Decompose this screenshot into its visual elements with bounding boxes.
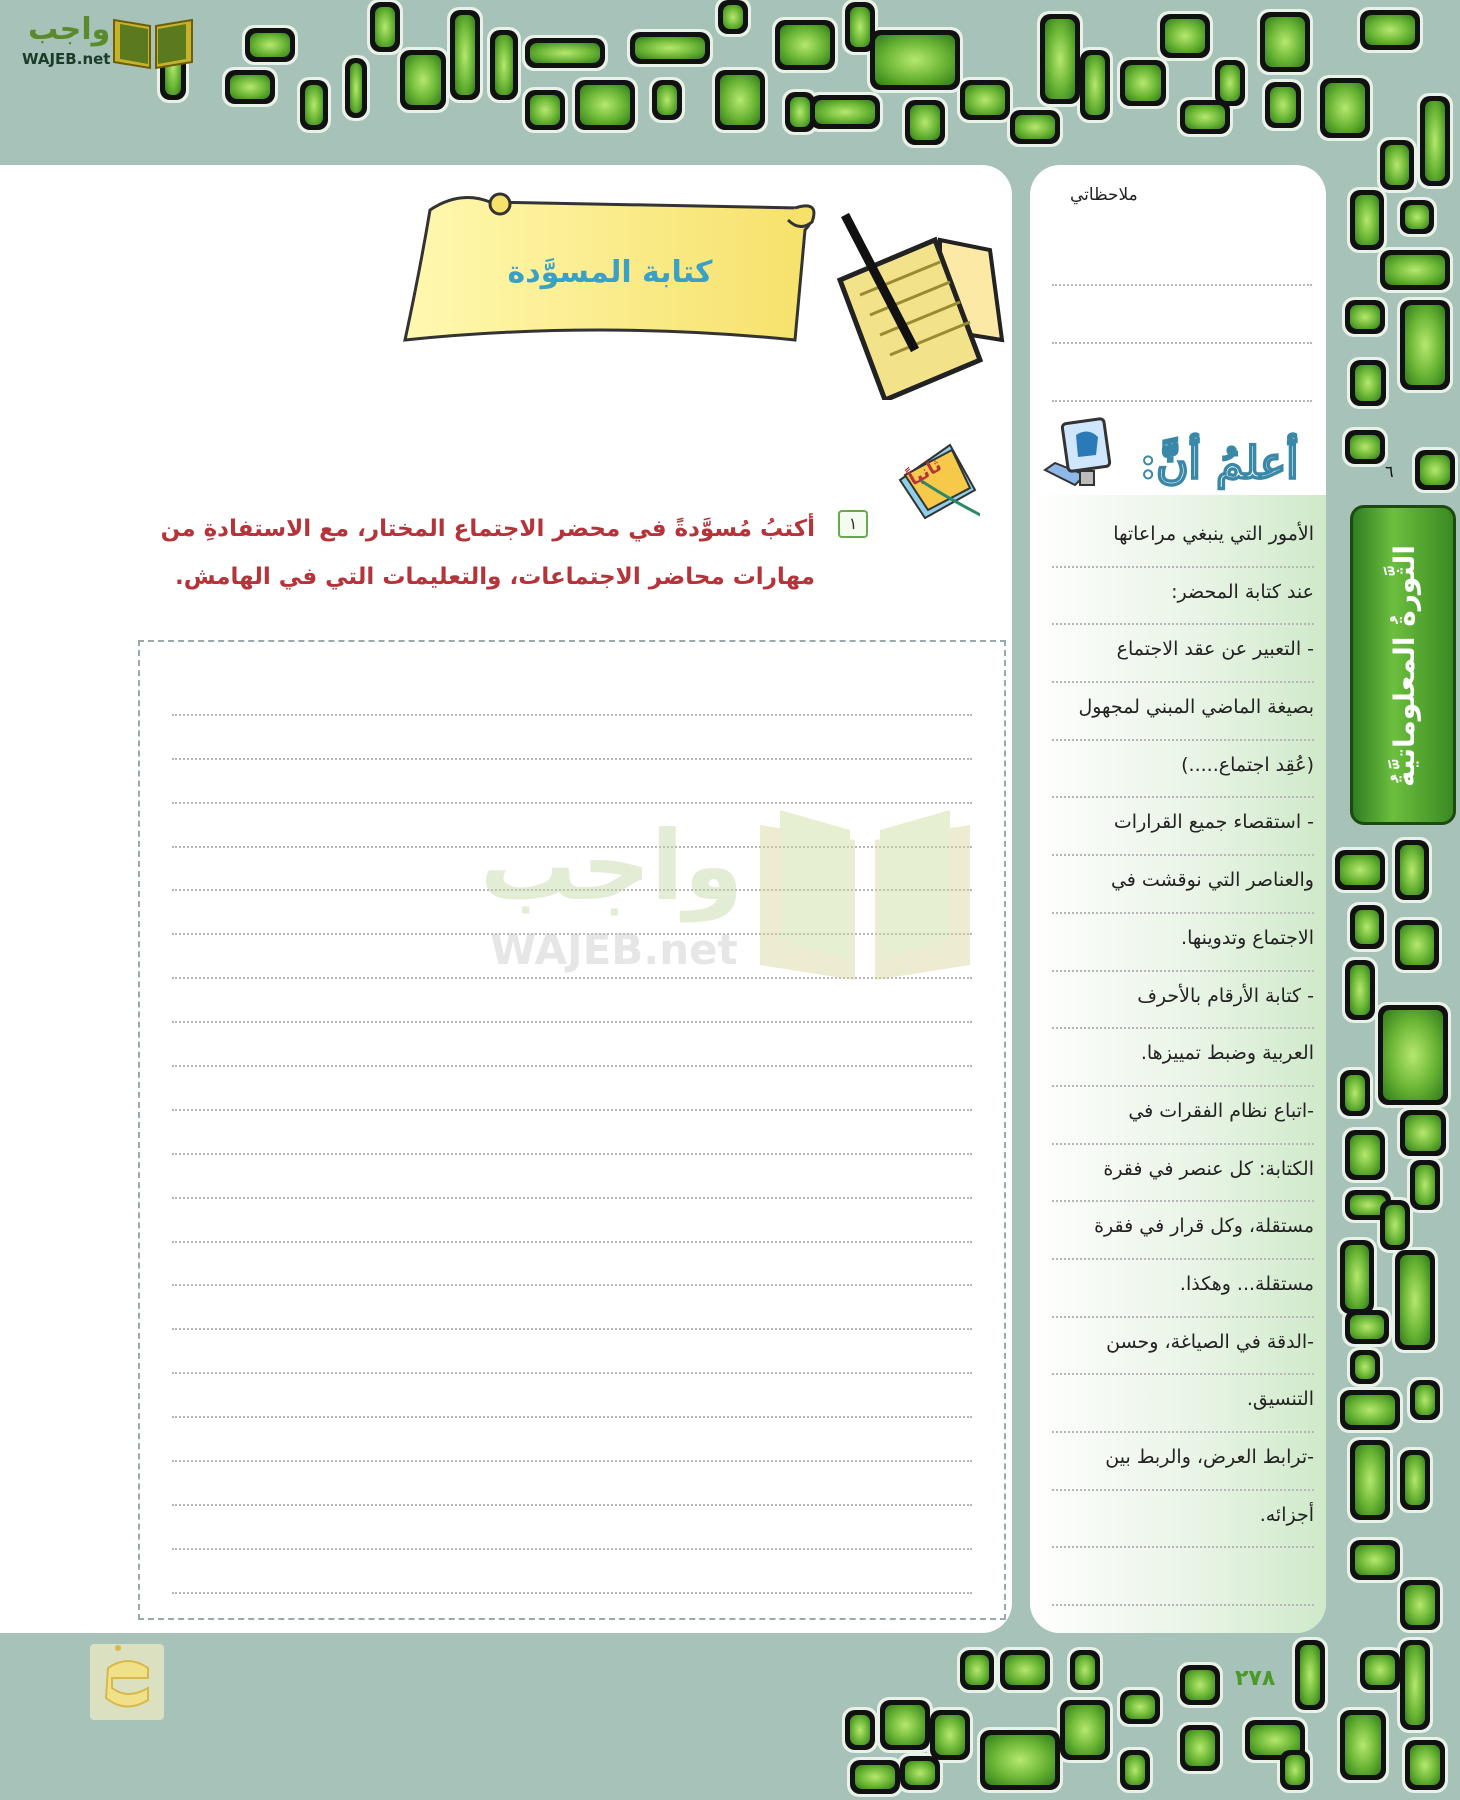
know-list-line: الاجتماع وتدوينها. xyxy=(1052,914,1314,972)
writing-line[interactable] xyxy=(172,716,972,760)
unit-tab xyxy=(1350,505,1456,825)
know-title: أعلمُ أنَّ: xyxy=(1140,438,1299,489)
item-number: ١ xyxy=(838,510,868,538)
writing-line[interactable] xyxy=(172,1111,972,1155)
book-icon xyxy=(110,14,196,70)
book-icon xyxy=(750,810,980,985)
writing-line[interactable] xyxy=(172,1374,972,1418)
know-list-line: بصيغة الماضي المبني لمجهول xyxy=(1052,683,1314,741)
know-list-line: الكتابة: كل عنصر في فقرة xyxy=(1052,1145,1314,1203)
logo-text: واجب xyxy=(28,12,111,47)
monitor-icon xyxy=(1040,415,1150,495)
writing-line[interactable] xyxy=(172,1023,972,1067)
unit-title: الثَّورةُ المعلوماتيَّةُ xyxy=(1388,545,1421,787)
know-list-line: الأمور التي ينبغي مراعاتها xyxy=(1052,510,1314,568)
writing-line[interactable] xyxy=(172,760,972,804)
know-list-line: عند كتابة المحضر: xyxy=(1052,568,1314,626)
know-list-line: مستقلة... وهكذا. xyxy=(1052,1260,1314,1318)
know-list-line: - كتابة الأرقام بالأحرف xyxy=(1052,972,1314,1030)
know-list-line: أجزائه. xyxy=(1052,1491,1314,1549)
lesson-title: كتابة المسوَّدة xyxy=(507,255,713,290)
know-list-line: - التعبير عن عقد الاجتماع xyxy=(1052,625,1314,683)
section-badge-icon xyxy=(890,440,980,520)
section-badge-label: ثانياً xyxy=(905,454,946,491)
know-list-line: -ترابط العرض، والربط بين xyxy=(1052,1433,1314,1491)
writing-line[interactable] xyxy=(172,672,972,716)
writing-line[interactable] xyxy=(172,1330,972,1374)
writing-line[interactable] xyxy=(172,1550,972,1594)
corner-logo-icon xyxy=(88,1638,166,1722)
writing-line[interactable] xyxy=(172,1199,972,1243)
logo-subtext: WAJEB.net xyxy=(22,50,111,68)
know-list-line: مستقلة، وكل قرار في فقرة xyxy=(1052,1202,1314,1260)
writing-line[interactable] xyxy=(172,1067,972,1111)
instruction-line: مهارات محاضر الاجتماعات، والتعليمات التي في الهامش. xyxy=(174,564,815,590)
notes-lines[interactable] xyxy=(1052,228,1312,402)
notepad-pen-icon xyxy=(830,210,1010,400)
know-list-line: -اتباع نظام الفقرات في xyxy=(1052,1087,1314,1145)
writing-line[interactable] xyxy=(172,1506,972,1550)
writing-line[interactable] xyxy=(172,1243,972,1287)
know-list xyxy=(1052,510,1314,1606)
know-list-line: - استقصاء جميع القرارات xyxy=(1052,798,1314,856)
know-list-line: -الدقة في الصياغة، وحسن xyxy=(1052,1318,1314,1376)
wajeb-logo xyxy=(10,8,190,68)
page-number: ٢٧٨ xyxy=(1235,1666,1276,1691)
know-list-line: (عُقِد اجتماع.....) xyxy=(1052,741,1314,799)
know-list-line: والعناصر التي نوقشت في xyxy=(1052,856,1314,914)
watermark-arabic: واجب xyxy=(480,810,744,922)
note-line[interactable] xyxy=(1052,228,1312,286)
notes-label: ملاحظاتي xyxy=(1070,185,1138,205)
know-list-line: التنسيق. xyxy=(1052,1375,1314,1433)
writing-line[interactable] xyxy=(172,1155,972,1199)
note-line[interactable] xyxy=(1052,286,1312,344)
watermark xyxy=(480,810,980,990)
know-list-line: العربية وضبط تمييزها. xyxy=(1052,1029,1314,1087)
note-line[interactable] xyxy=(1052,344,1312,402)
know-list-line xyxy=(1052,1548,1314,1606)
instruction-line: أكتبُ مُسوَّدةً في محضر الاجتماع المختار، مع الاستفادةِ من xyxy=(160,516,815,542)
unit-number: ٦ xyxy=(1385,462,1394,481)
instruction-text xyxy=(130,505,815,601)
writing-line[interactable] xyxy=(172,1462,972,1506)
writing-line[interactable] xyxy=(172,1286,972,1330)
watermark-latin: WAJEB.net xyxy=(490,925,738,974)
writing-line[interactable] xyxy=(172,1418,972,1462)
